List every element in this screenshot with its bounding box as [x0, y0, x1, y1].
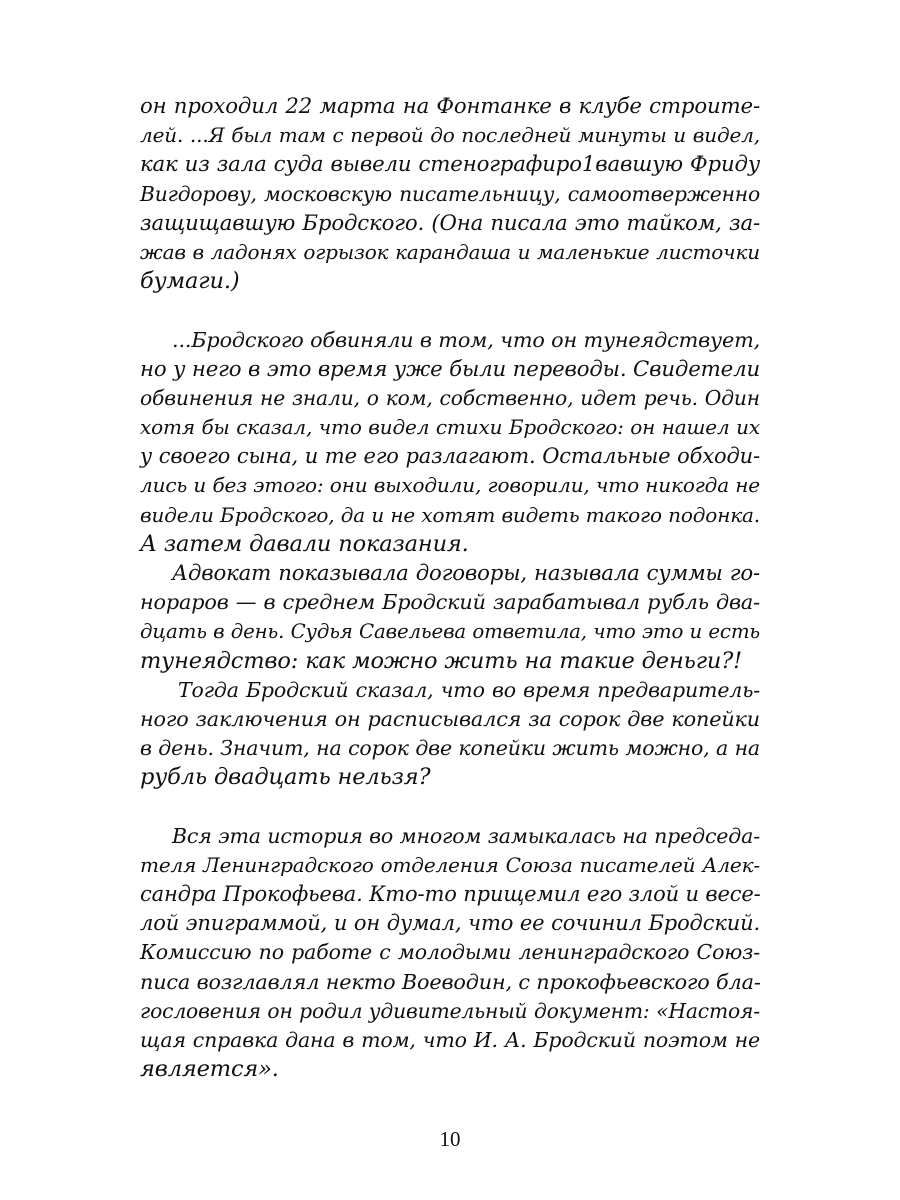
text-line: ...Бродского обвиняли в том, что он тунеядствует, — [172, 327, 761, 352]
text-line: бумаги.) — [140, 268, 240, 295]
paragraph-gap — [140, 793, 760, 822]
text-line: является». — [140, 1056, 279, 1083]
paragraph-gap — [140, 296, 760, 325]
text-line: ного заключения он расписывался за сорок две копейки — [140, 706, 760, 731]
text-line: но у него в это время уже были переводы. Свидетели — [140, 356, 760, 382]
paragraph-2 — [140, 326, 760, 560]
text-line: гословения он родил удивительный документ: «Настоя- — [140, 998, 760, 1023]
text-line: защищавшую Бродского. (Она писала это тайком, за- — [140, 210, 760, 236]
text-line: нораров — в среднем Бродский зарабатывал рубль два- — [140, 590, 760, 615]
text-line: теля Ленинградского отделения Союза писателей Алек- — [140, 852, 760, 877]
book-page-text — [140, 92, 760, 1084]
text-line: тунеядство: как можно жить на такие деньги?! — [140, 647, 743, 674]
text-line: сандра Прокофьева. Кто-то прищемил его злой и весе- — [140, 882, 761, 907]
text-line: дцать в день. Судья Савельева ответила, что это и есть — [140, 620, 760, 644]
paragraph-4 — [140, 676, 760, 793]
text-line: жав в ладонях огрызок карандаша и маленькие листочки — [140, 239, 760, 264]
text-line: как из зала суда вывели стенографиро1вавшую Фриду — [140, 152, 760, 178]
paragraph-3 — [140, 559, 760, 676]
text-line: Вигдорову, московскую писательницу, самоотверженно — [140, 181, 760, 206]
text-line: лись и без этого: они выходили, говорили, что никогда не — [140, 473, 760, 498]
page-number: 10 — [439, 1127, 461, 1151]
paragraph-5 — [140, 822, 760, 1085]
text-line: щая справка дана в том, что И. А. Бродский поэтом не — [140, 1028, 760, 1052]
text-line: лей. ...Я был там с первой до последней минуты и видел, — [140, 123, 760, 148]
text-line: Адвокат показывала договоры, называла суммы го- — [172, 561, 760, 586]
paragraph-1 — [140, 92, 760, 296]
text-line: писа возглавлял некто Воеводин, с прокофьевского бла- — [140, 969, 761, 994]
text-line: Вся эта история во многом замыкалась на председа- — [172, 823, 760, 848]
text-line: Комиссию по работе с молодыми ленинградского Союз- — [140, 940, 760, 965]
text-line: он проходил 22 марта на Фонтанке в клубе строите- — [140, 94, 760, 119]
text-line: Тогда Бродский сказал, что во время предваритель- — [178, 677, 760, 702]
text-line: видели Бродского, да и не хотят видеть такого подонка. — [140, 502, 760, 527]
text-line: обвинения не знали, о ком, собственно, идет речь. Один — [140, 385, 760, 410]
text-line: лой эпиграммой, и он думал, что ее сочинил Бродский. — [140, 911, 760, 936]
text-line: у своего сына, и те его разлагают. Остальные обходи- — [140, 444, 760, 469]
text-line: в день. Значит, на сорок две копейки жить можно, а на — [140, 736, 760, 761]
text-line: рубль двадцать нельзя? — [140, 764, 431, 791]
text-line: А затем давали показания. — [140, 530, 469, 557]
text-line: хотя бы сказал, что видел стихи Бродского: он нашел их — [140, 415, 760, 440]
